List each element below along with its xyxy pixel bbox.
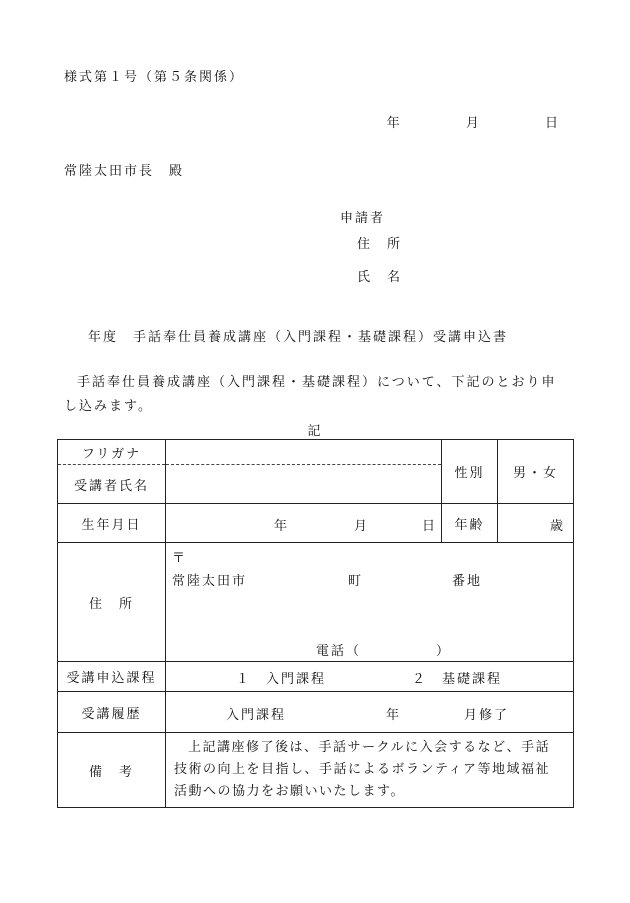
town-label: 町 — [348, 574, 364, 589]
address-row — [58, 543, 574, 662]
date-year: 年 — [386, 116, 402, 131]
history-row — [58, 692, 574, 733]
remarks-row — [58, 733, 574, 808]
history-field[interactable] — [166, 692, 574, 733]
furigana-row — [58, 440, 574, 465]
postal-mark: 〒 — [172, 551, 188, 566]
city-name: 常陸太田市 — [172, 574, 248, 589]
remarks-label: 備 考 — [58, 733, 166, 808]
birth-label: 生年月日 — [58, 504, 166, 543]
remarks-text: 上記講座修了後は、手話サークルに入会するなど、手話技術の向上を目指し、手話によるボランティア等地域福祉活動への協力をお願いいたします。 — [174, 740, 551, 799]
age-field[interactable] — [498, 504, 574, 543]
applicant-label: 申請者 — [340, 211, 386, 226]
birth-day: 日 — [422, 519, 438, 534]
age-unit: 歳 — [550, 519, 566, 534]
birth-year: 年 — [274, 519, 290, 534]
date-month: 月 — [465, 116, 481, 131]
application-form-table — [57, 439, 574, 808]
applicant-name-label: 氏 名 — [357, 270, 403, 285]
gender-label: 性別 — [442, 440, 498, 504]
history-year: 年 — [386, 708, 402, 723]
birth-field[interactable] — [166, 504, 442, 543]
history-course: 入門課程 — [226, 708, 287, 723]
form-number: 様式第１号（第５条関係） — [64, 70, 245, 85]
age-label: 年齢 — [442, 504, 498, 543]
address-field[interactable] — [166, 543, 574, 662]
date-line — [0, 112, 560, 131]
birth-month: 月 — [354, 519, 370, 534]
furigana-label: フリガナ — [58, 440, 166, 465]
course-option-2[interactable]: ２ 基礎課程 — [412, 672, 503, 687]
history-label: 受講履歴 — [58, 692, 166, 733]
course-option-1[interactable]: １ 入門課程 — [236, 672, 327, 687]
addressee: 常陸太田市長 殿 — [64, 164, 185, 179]
trainee-name-label: 受講者氏名 — [58, 465, 166, 504]
course-label: 受講申込課程 — [58, 662, 166, 692]
document-title: 年度 手話奉仕員養成講座（入門課程・基礎課程）受講申込書 — [88, 330, 509, 345]
ki-heading: 記 — [307, 424, 323, 439]
remarks-cell — [166, 733, 574, 808]
phone-label: 電話（ ） — [316, 644, 452, 659]
history-month: 月修了 — [464, 708, 510, 723]
intro-text: 手話奉仕員養成講座（入門課程・基礎課程）について、下記のとおり申し込みます。 — [64, 375, 557, 414]
course-field[interactable] — [166, 662, 574, 692]
gender-value[interactable]: 男・女 — [498, 440, 574, 504]
course-row — [58, 662, 574, 692]
birth-row — [58, 504, 574, 543]
date-day: 日 — [544, 116, 560, 131]
trainee-name-field[interactable] — [166, 465, 442, 504]
applicant-address-label: 住 所 — [357, 237, 403, 252]
address-label: 住 所 — [58, 543, 166, 662]
banchi-label: 番地 — [452, 574, 483, 589]
furigana-field[interactable] — [166, 440, 442, 465]
